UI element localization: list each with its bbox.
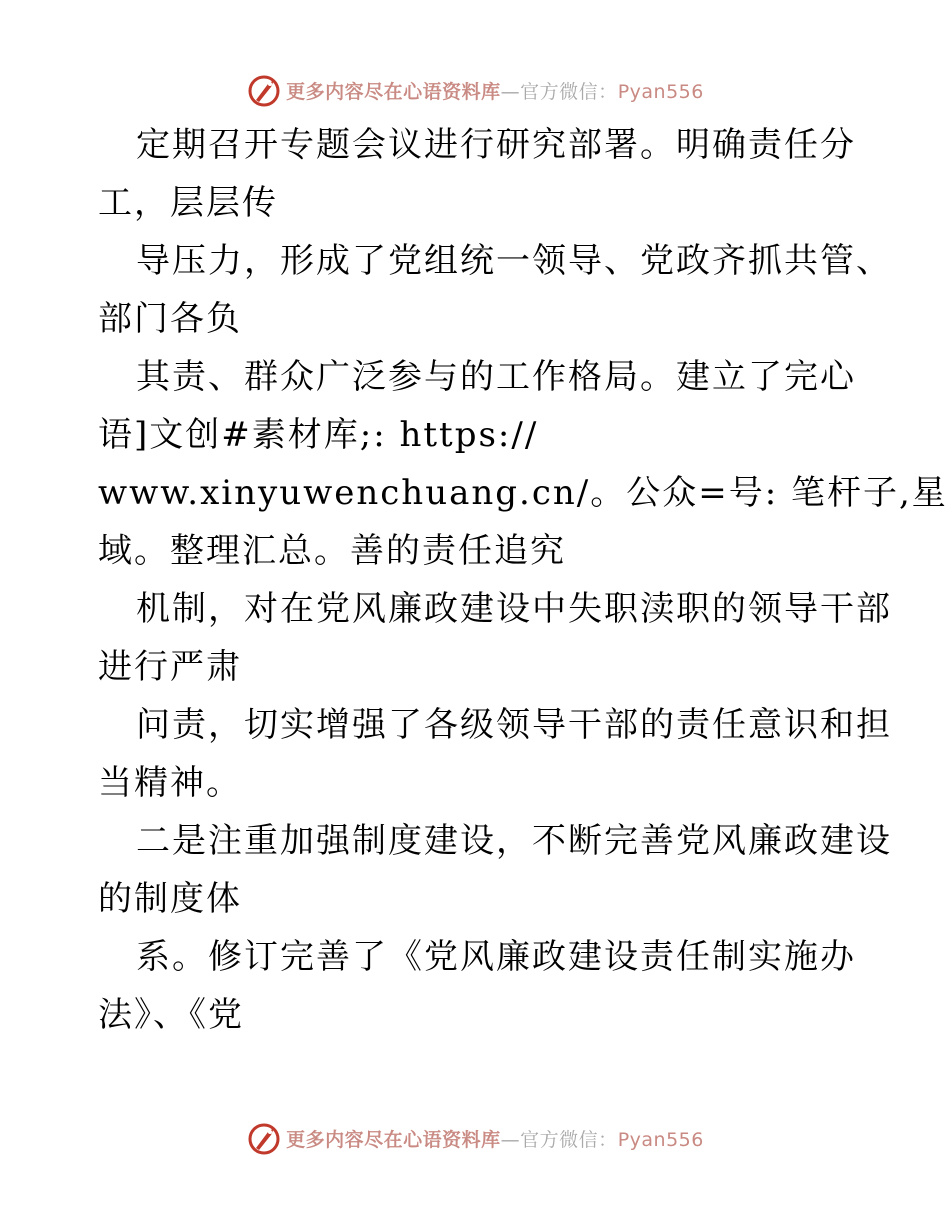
paragraph-line: 二是注重加强制度建设，不断完善党风廉政建设: [136, 821, 892, 861]
paragraph-line: 当精神。: [98, 763, 242, 803]
pen-nib-logo-icon: [246, 1120, 282, 1156]
banner-dash: —: [500, 80, 521, 103]
paragraph-line: 法》、《党: [98, 995, 244, 1035]
banner-account: Pyan556: [617, 1128, 704, 1151]
paragraph-line: 其责、群众广泛参与的工作格局。建立了完心: [136, 357, 856, 397]
paragraph-line: 域。整理汇总。善的责任追究: [98, 531, 566, 571]
document-body: [98, 116, 948, 1044]
paragraph-line: www.xinyuwenchuang.cn/。公众=号: 笔杆子,星: [98, 473, 948, 513]
paragraph-line: 语]文创#素材库;: https://: [98, 415, 539, 455]
banner-main-text: 更多内容尽在心语资料库: [286, 80, 501, 103]
banner-main-text: 更多内容尽在心语资料库: [286, 1128, 501, 1151]
paragraph-line: 机制，对在党风廉政建设中失职渎职的领导干部: [136, 589, 892, 629]
paragraph-line: 的制度体: [98, 879, 242, 919]
paragraph-line: 进行严肃: [98, 647, 242, 687]
footer-banner: [0, 1118, 950, 1158]
banner-official-label: 官方微信：: [520, 80, 618, 103]
header-banner: [0, 70, 950, 110]
banner-official-label: 官方微信：: [520, 1128, 618, 1151]
banner-account: Pyan556: [617, 80, 704, 103]
paragraph-line: 定期召开专题会议进行研究部署。明确责任分: [136, 125, 856, 165]
banner-text: [286, 77, 704, 104]
paragraph-line: 问责，切实增强了各级领导干部的责任意识和担: [136, 705, 892, 745]
pen-nib-logo-icon: [246, 72, 282, 108]
paragraph-line: 系。修订完善了《党风廉政建设责任制实施办: [136, 937, 856, 977]
paragraph-line: 工，层层传: [98, 183, 278, 223]
banner-text: [286, 1125, 704, 1152]
paragraph-line: 部门各负: [98, 299, 242, 339]
banner-dash: —: [500, 1128, 521, 1151]
paragraph-line: 导压力，形成了党组统一领导、党政齐抓共管、: [136, 241, 892, 281]
